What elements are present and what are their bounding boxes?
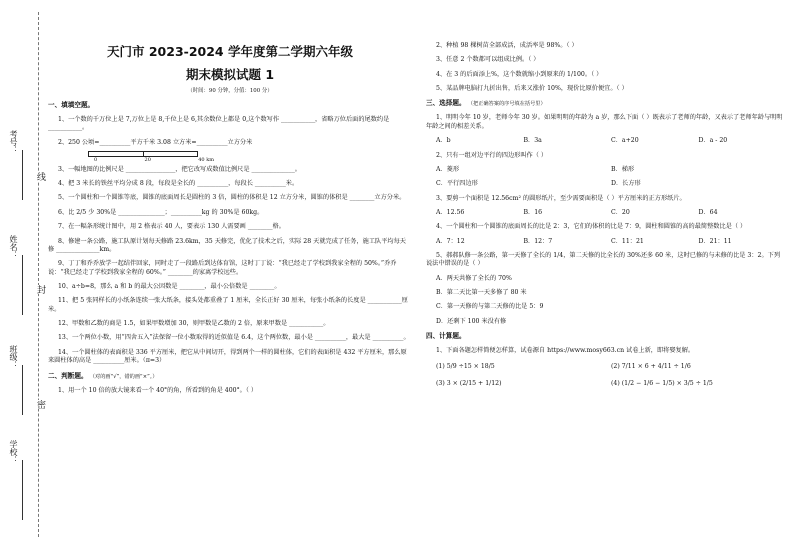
- question-fill-1: 1、一个数的千万位上是 7,万位上是 8,千位上是 6,其余数位上都是 0,这个数写作 ___________，省略万位后面的尾数约是 ___________。: [48, 115, 390, 132]
- question-fill-6: 6、比 2/5 少 30%是 _______________；__________kg 的 30%是 60kg。: [58, 208, 264, 216]
- calc-row-2: [426, 380, 786, 388]
- choice-3-option-b: B．16: [523, 208, 543, 216]
- choice-3-options: [426, 209, 786, 217]
- section-choice-heading: [426, 99, 786, 108]
- choice-4-option-b: B．12：7: [523, 237, 553, 245]
- choice-2-options-row2: [426, 180, 786, 188]
- question-fill-9: 9、丁丁和乔乔放学一起结伴回家，同时走了一段路后到达体育馆，这时丁丁说：“我已经走了学校到我家全程的 50%。”乔乔说：“我已经走了学校到我家全程的 60%。” ________的家离学校远些。: [48, 260, 397, 276]
- calc-item-2: (2) 7/11 × 6 + 4/11 ÷ 1/6: [611, 363, 691, 371]
- choice-1-option-b: B．3a: [523, 137, 542, 145]
- section-fill-blank-heading: 一、填填空题。: [48, 101, 95, 110]
- question-choice-2: 2、只有一组对边平行的四边形叫作（ ）: [436, 151, 548, 159]
- choice-5-option-a: A．两天共修了全长的 70%: [436, 274, 512, 282]
- cut-mark-line: 线: [35, 172, 45, 181]
- exam-title: 天门市 2023-2024 学年度第二学期六年级: [107, 44, 353, 59]
- choice-5-option-d: D．还剩下 100 米没有修: [436, 317, 507, 325]
- question-fill-2: 2、250 公顷=__________平方千米 3.08 立方米=__________立方分米: [58, 138, 253, 146]
- question-fill-14: 14、一个圆柱体的表面积是 336 平方厘米，把它从中间切开，得到两个一样的圆柱体，它们的表面积是 432 平方厘米，那么原来圆柱体的高是 __________厘米。（π=3）: [48, 348, 407, 365]
- choice-1-options: [426, 137, 786, 145]
- question-choice-1: 1、明明今年 10 岁，老师今年 30 岁。如果明明的年龄为 a 岁，那么下面（ ）既表示了老师的年龄，又表示了老师年龄与明明年龄之间的相差关系。: [426, 114, 783, 130]
- cut-line: [38, 12, 39, 537]
- exam-no-label: 考号：: [9, 130, 18, 154]
- calc-item-1: (1) 5/9 ÷15 × 18/5: [436, 363, 495, 371]
- cut-mark-secret: 密: [35, 400, 45, 409]
- choice-3-option-a: A．12.56: [436, 208, 465, 216]
- question-fill-4: 4、把 3 米长的铁丝平均分成 8 段，每段是全长的 __________，每段长 __________米。: [58, 180, 299, 188]
- name-label: 姓名：: [9, 235, 18, 259]
- left-column: [48, 0, 412, 549]
- question-fill-10: 10、a÷b=8，那么 a 和 b 的最大公因数是 ________，最小公倍数是 ________。: [58, 283, 281, 290]
- map-scale: [88, 151, 412, 164]
- question-fill-12: 12、甲数和乙数的商是 1.5，如果甲数增加 30，则甲数是乙数的 2 倍，原来甲数是 ___________。: [58, 320, 330, 328]
- choice-2-option-c: C．平行四边形: [436, 180, 478, 188]
- scale-tick-2: 40 km: [198, 157, 214, 164]
- section-judge-title: 二、判断题。: [48, 371, 88, 380]
- right-column: [426, 0, 786, 549]
- question-judge-5: 5、某品牌电脑打九折出售，后来又涨价 10%，现价比原价便宜。（ ）: [436, 85, 628, 93]
- school-label: 学校：: [9, 440, 18, 464]
- question-fill-8: 8、修建一条公路，施工队原计划每天修路 23.6km，35 天修完，优化了技术之后，实际 28 天就完成了任务，施工队平均每天修 ______________km。: [48, 237, 406, 253]
- choice-2-option-a: A．菱形: [436, 165, 460, 173]
- choice-5-option-b: B．第二天比第一天多修了 80 米: [436, 289, 527, 297]
- section-judge-heading: [48, 372, 412, 381]
- scale-tick-1: 20: [144, 157, 151, 164]
- section-choice-note: （把正确答案的序号填在括号里）: [467, 101, 546, 108]
- question-fill-3: 3、一幅地图的比例尺是 ________________，把它改写成数值比例尺是 ______________。: [58, 165, 301, 173]
- school-line: [22, 460, 23, 520]
- question-fill-11: 11、把 5 张同样长的小纸条连续一张大纸条，接头处都重叠了 1 厘米，全长正好 30 厘米，每张小纸条的长度是 ___________厘米。: [48, 297, 408, 313]
- choice-4-option-d: D．21：11: [698, 237, 732, 245]
- choice-4-option-a: A．7：12: [436, 237, 465, 245]
- calc-item-3: (3) 3 × (2/15 + 1/12): [436, 379, 502, 387]
- exam-time-score: （时间：90 分钟，分值：100 分）: [187, 87, 273, 94]
- question-choice-3: 3、要剪一个面积是 12.56cm² 的圆形纸片，至少需要面积是（ ）平方厘米的正方形纸片。: [436, 194, 686, 202]
- name-line: [22, 255, 23, 315]
- question-judge-3: 3、任意 2 个数都可以组成比例。（ ）: [436, 56, 540, 64]
- choice-2-option-d: D．长方形: [611, 180, 641, 188]
- question-fill-13: 13、一个两位小数，用“四舍五入”法保留一位小数取得的近似值是 6.4，这个两位数，最小是 __________，最大是 __________。: [58, 334, 410, 342]
- question-choice-4: 4、一个圆柱和一个圆锥的底面周长的比是 2：3，它们的体积的比是 7：9，圆柱和圆锥的高的最简整数比是（ ）: [436, 223, 747, 231]
- section-calc-heading: 四、计算题。: [426, 332, 466, 341]
- choice-4-options: [426, 238, 786, 246]
- question-fill-7: 7、在一幅条形统计图中，用 2 格表示 40 人，要表示 130 人需要画 ________格。: [58, 223, 285, 231]
- choice-1-option-a: A．b: [436, 137, 451, 145]
- calc-row-1: [426, 363, 786, 371]
- class-line: [22, 365, 23, 415]
- choice-2-option-b: B．梯形: [611, 165, 635, 173]
- scale-tick-0: 0: [94, 157, 98, 164]
- section-choice-title: 三、选择题。: [426, 99, 466, 108]
- exam-no-line: [22, 150, 23, 200]
- calc-item-4: (4) (1/2 − 1/6 − 1/5) × 3/5 ÷ 1/5: [611, 379, 713, 387]
- question-judge-2: 2、种植 98 棵树苗全部成活，成活率是 98%。（ ）: [436, 42, 578, 49]
- question-choice-5: 5、郝郝队修一条公路，第一天修了全长的 1/4，第二天修的比全长的 30%还多 60 米，这时已修的与未修的比是 3：2。下列说法中错误的是（ ）: [426, 252, 781, 268]
- choice-1-option-d: D．a - 20: [698, 137, 728, 145]
- question-calc-1: 1、下面各题怎样简便怎样算，试卷源自 https://www.mosy663.cn 试卷上新，即将娶复解。: [436, 347, 695, 355]
- choice-3-option-c: C．20: [611, 208, 630, 216]
- question-judge-4: 4、在 3 的后面添上%，这个数就缩小到原来的 1/100。（ ）: [436, 70, 603, 78]
- question-judge-1: 1、用一个 10 倍的放大镜来看一个 40°的角，所看到的角是 400°。（ ）: [58, 386, 258, 394]
- class-label: 班级：: [9, 345, 18, 369]
- choice-3-option-d: D．64: [698, 208, 718, 216]
- choice-2-options-row1: [426, 166, 786, 174]
- section-judge-note: （对的画“√”，错的画“×”。）: [89, 373, 158, 380]
- choice-5-option-c: C．第一天修的与第二天修的比是 5：9: [436, 303, 544, 311]
- exam-subtitle-title: 期末模拟试题 1: [185, 66, 275, 82]
- question-fill-5: 5、一个圆柱和一个圆锥等底，圆锥的底面周长是圆柱的 3 倍，圆柱的体积是 12 立方分米，圆锥的体积是 ________立方分米。: [58, 194, 406, 202]
- choice-1-option-c: C．a+20: [611, 137, 639, 145]
- choice-4-option-c: C．11：21: [611, 237, 644, 245]
- cut-mark-seal: 封: [35, 285, 45, 294]
